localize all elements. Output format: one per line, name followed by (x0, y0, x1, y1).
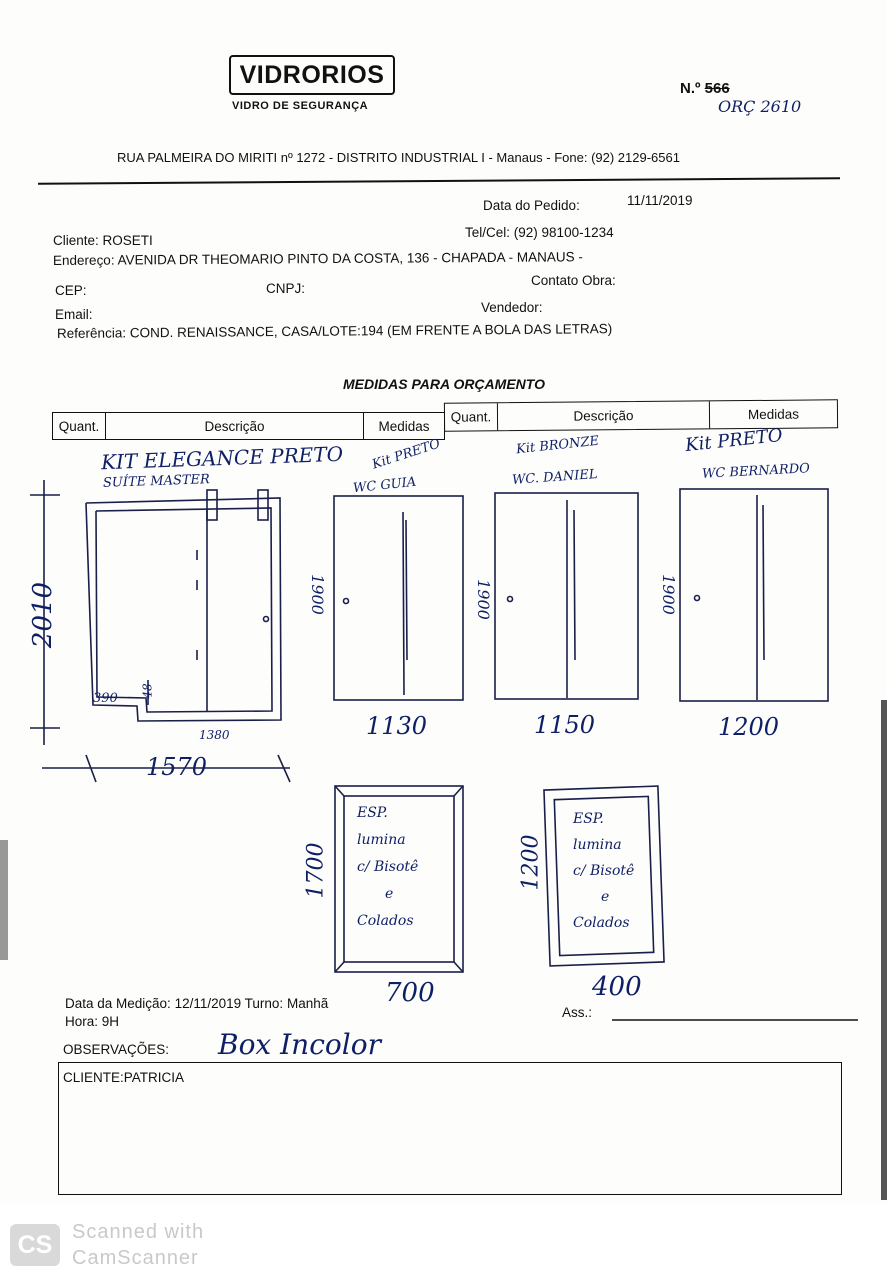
cnpj-label: CNPJ: (266, 281, 306, 296)
email-label: Email: (55, 307, 93, 322)
header-medidas-2: Medidas (747, 406, 800, 423)
observacoes-label: OBSERVAÇÕES: (63, 1042, 170, 1057)
camscanner-line2: CamScanner (72, 1247, 199, 1269)
address-label: Endereço: (52, 252, 115, 268)
kit3-drawing (495, 493, 638, 699)
mirror1-height: 1700 (303, 842, 329, 899)
reference-label: Referência: (56, 325, 127, 341)
header-quant-2: Quant. (445, 403, 498, 430)
mirror2-line: e (601, 889, 610, 905)
order-number-label: N.º (680, 80, 701, 97)
kit4-drawing (680, 489, 828, 701)
mirror2-line: Colados (573, 915, 630, 931)
kit2-drawing (334, 496, 463, 700)
mirror1-width: 700 (385, 978, 435, 1008)
mirror2-notes (573, 806, 634, 936)
kit4-height: 1900 (658, 574, 678, 615)
header-quant: Quant. (53, 413, 106, 439)
observacoes-handwritten: Box Incolor (218, 1028, 381, 1061)
brand-logo: VIDRORIOS (229, 55, 395, 95)
handwritten-order-ref: ORÇ 2610 (718, 97, 802, 116)
hora-row (65, 1014, 119, 1029)
hora-value: 9H (101, 1014, 120, 1029)
camscanner-watermark (10, 1219, 204, 1271)
order-date-label: Data do Pedido: (483, 198, 580, 213)
kit3-title: Kit BRONZE (515, 433, 600, 458)
mirror1-line: e (385, 886, 394, 902)
mirror1-line: ESP. (357, 805, 388, 821)
ass-label: Ass.: (562, 1005, 593, 1020)
kit1-height: 2010 (28, 581, 59, 649)
kit1-inner-width: 1380 (199, 728, 230, 742)
vendedor-label: Vendedor: (481, 300, 543, 315)
medicao-row (65, 996, 328, 1011)
mirror2-height: 1200 (518, 834, 544, 891)
kit4-room: WC BERNARDO (701, 461, 811, 482)
camscanner-line1: Scanned with (72, 1221, 205, 1243)
medicao-label: Data da Medição: (65, 996, 171, 1011)
observations-box (58, 1062, 842, 1195)
order-number-value: 566 (704, 80, 730, 97)
kit1-width: 1570 (146, 753, 208, 781)
turno-value: Manhã (286, 996, 329, 1011)
kit2-room: WC GUIA (352, 474, 417, 497)
turno-label: Turno: (244, 996, 284, 1011)
hora-label: Hora: (65, 1014, 99, 1029)
kit2-title: Kit PRETO (370, 436, 443, 473)
cep-label: CEP: (55, 283, 87, 298)
table-title: MEDIDAS PARA ORÇAMENTO (343, 376, 545, 392)
header-medidas: Medidas (378, 418, 430, 434)
kit2-width: 1130 (366, 712, 428, 740)
medicao-date: 12/11/2019 (174, 996, 242, 1011)
mirror2-width: 400 (592, 972, 642, 1002)
address-value: AVENIDA DR THEOMARIO PINTO DA COSTA, 136 - CHAPADA - MANAUS - (117, 249, 583, 268)
kit4-width: 1200 (718, 713, 780, 741)
mirror1-notes (357, 800, 418, 935)
contato-obra-label: Contato Obra: (531, 273, 616, 288)
header-descricao-2: Descrição (498, 401, 710, 430)
kit1-small-measure: 48 (140, 683, 155, 699)
kit1-drawing (30, 480, 290, 782)
client-label: Cliente: (53, 233, 99, 248)
phone-value: (92) 98100-1234 (513, 225, 614, 240)
kit3-width: 1150 (534, 711, 596, 739)
phone-label: Tel/Cel: (465, 225, 511, 240)
mirror1-line: c/ Bisotê (357, 859, 419, 875)
mirror2-line: lumina (573, 837, 622, 853)
header-descricao: Descrição (106, 413, 364, 439)
brand-tagline: VIDRO DE SEGURANÇA (232, 100, 369, 112)
mirror2-line: ESP. (573, 811, 604, 827)
mirror1-line: Colados (357, 913, 414, 929)
kit1-left-measure: 390 (93, 691, 118, 706)
camscanner-text (72, 1219, 204, 1271)
mirror1-line: lumina (357, 832, 406, 848)
reference-value: COND. RENAISSANCE, CASA/LOTE:194 (EM FRENTE A BOLA DAS LETRAS) (129, 321, 613, 341)
company-address: RUA PALMEIRA DO MIRITI nº 1272 - DISTRITO INDUSTRIAL I - Manaus - Fone: (92) 2129-6561 (117, 150, 680, 165)
mirror2-line: c/ Bisotê (573, 863, 635, 879)
kit1-room: SUÍTE MASTER (102, 472, 211, 491)
kit3-height: 1900 (473, 579, 493, 620)
client-name: ROSETI (102, 233, 153, 248)
kit2-height: 1900 (307, 574, 327, 615)
order-date: 11/11/2019 (627, 193, 693, 208)
kit1-title: KIT ELEGANCE PRETO (100, 441, 344, 475)
camscanner-logo: CS (10, 1224, 60, 1266)
observations-client: CLIENTE:PATRICIA (63, 1070, 185, 1085)
kit4-title: Kit PRETO (684, 424, 784, 457)
kit3-room: WC. DANIEL (511, 467, 598, 488)
